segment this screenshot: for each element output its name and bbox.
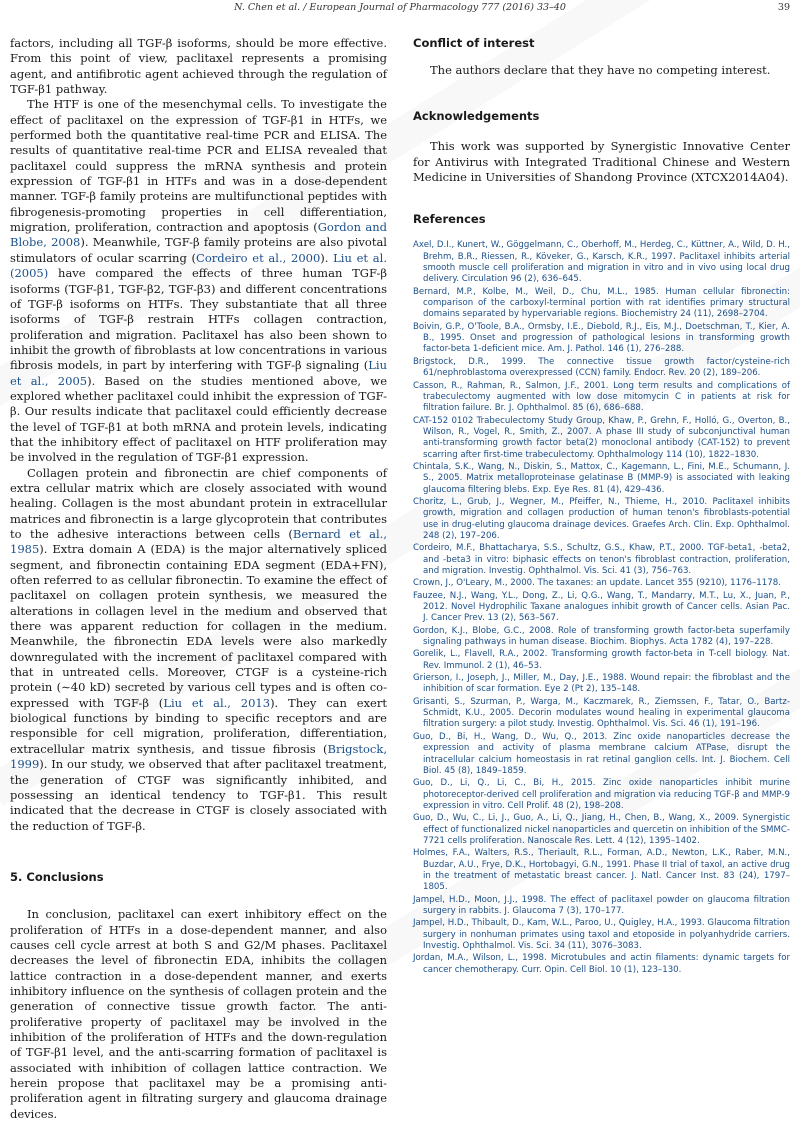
citation-link[interactable]: Liu et al., 2005 xyxy=(10,358,387,388)
text-run: ). They can exert biological functions by binding to specific receptors and are responsible for cell migration, proliferation, differentiation, extracellular matrix synthesis, and tissue fibrosis ( xyxy=(10,695,387,756)
text-run: ). Based on the studies mentioned above, we explored whether paclitaxel could inhibit the expression of TGF-β. Our results indicate that paclitaxel could efficiently decrease the level of TGF-β1 at both mRNA and protein levels, indicating that the inhibitory effect of paclitaxel on HTF proliferation may be involved in the regulation of TGF-β1 expression. xyxy=(10,373,388,465)
reference-item[interactable]: Fauzee, N.J., Wang, Y.L., Dong, Z., Li, Q.G., Wang, T., Mandarry, M.T., Lu, X., Juan, P., 2012. Novel Hydrophilic Taxane analogues inhibit growth of Cancer cells. Asian Pac. J. Cancer Prev. 13 (2), 563–567. xyxy=(413,590,790,624)
reference-item[interactable]: Gorelik, L., Flavell, R.A., 2002. Transforming growth factor-beta in T-cell biology. Nat. Rev. Immunol. 2 (1), 46–53. xyxy=(413,649,790,671)
reference-item[interactable]: Brigstock, D.R., 1999. The connective tissue growth factor/cysteine-rich 61/nephroblastoma overexpressed (CCN) family. Endocr. Rev. 20 (2), 189–206. xyxy=(413,356,790,379)
paragraph-conclusions: In conclusion, paclitaxel can exert inhibitory effect on the proliferation of HTFs in a dose-dependent manner, and also causes cell cycle arrest at both S and G2/M phases. Paclitaxel decreases the level of fibronectin EDA, inhibits the collagen lattice contraction in a dose-dependent manner, and exerts inhibitory influence on the synthesis of collagen protein and the generation of connective tissue growth factor. The anti-proliferative property of paclitaxel may be involved in the inhibition of the proliferation of HTFs and the down-regulation of TGF-β1 level, and the anti-scarring formation of paclitaxel is associated with inhibition of collagen lattice contraction. We herein propose that paclitaxel may be a promising anti-proliferation agent in filtrating surgery and glaucoma drainage devices. xyxy=(10,907,387,1121)
left-column xyxy=(10,36,387,1122)
citation-link[interactable]: Liu et al. (2005) xyxy=(10,250,387,281)
reference-item[interactable]: Guo, D., Bi, H., Wang, D., Wu, Q., 2013. Zinc oxide nanoparticles decrease the expression and activity of plasma membrane calcium ATPase, disrupt the intracellular calcium homeostasis in rat retinal ganglion cells. Int. J. Biochem. Cell Biol. 45 (8), 1849–1859. xyxy=(413,731,790,776)
right-column xyxy=(413,36,790,977)
reference-item[interactable]: Cordeiro, M.F., Bhattacharya, S.S., Schultz, G.S., Khaw, P.T., 2000. TGF-beta1, -beta2, and -beta3 in vitro: biphasic effects on tenon's fibroblast contraction, proliferation, and migration. Investig. Ophthalmol. Vis. Sci. 41 (3), 756–763. xyxy=(413,543,790,576)
reference-item[interactable]: Jampel, H.D., Thibault, D., Kam, W.L., Paroo, U., Quigley, H.A., 1993. Glaucoma filtration surgery in nonhuman primates using taxol and etoposide in polyanhydride carriers. Investig. Ophthalmol. Vis. Sci. 34 (11), 3076–3083. xyxy=(413,918,790,951)
reference-item[interactable]: Gordon, K.J., Blobe, G.C., 2008. Role of transforming growth factor-beta superfamily signaling pathways in human disease. Biochim. Biophys. Acta 1782 (4), 197–228. xyxy=(413,625,790,648)
paragraph-3 xyxy=(10,466,387,834)
reference-item[interactable]: Axel, D.I., Kunert, W., Göggelmann, C., Oberhoff, M., Herdeg, C., Küttner, A., Wild, D. H., Brehm, B.R., Riessen, R., Köveker, G., Karsch, K.R., 1997. Paclitaxel inhibits arterial smooth muscle cell proliferation and migration in vitro and in vivo using local drug delivery. Circulation 96 (2), 636–645. xyxy=(413,240,790,285)
reference-item[interactable]: CAT-152 0102 Trabeculectomy Study Group, Khaw, P., Grehn, F., Holló, G., Overton, B., Wilson, R., Vogel, R., Smith, Z., 2007. A phase III study of subconjunctival human anti-transforming growth factor beta(2) monoclonal antibody (CAT-152) to prevent scarring after first-time trabeculectomy. Ophthalmology 114 (10), 1822–1830. xyxy=(413,415,790,460)
reference-item[interactable]: Jampel, H.D., Moon, J.J., 1998. The effect of paclitaxel powder on glaucoma filtration surgery in rabbits. J. Glaucoma 7 (3), 170–177. xyxy=(413,894,790,916)
paragraph-2 xyxy=(10,97,387,465)
reference-item[interactable]: Jordan, M.A., Wilson, L., 1998. Microtubules and actin filaments: dynamic targets for cancer chemotherapy. Curr. Opin. Cell Biol. 10 (1), 123–130. xyxy=(413,953,790,975)
citation-link[interactable]: Gordon and Blobe, 2008 xyxy=(10,220,387,250)
text-run: ). xyxy=(320,250,334,265)
paragraph-1: factors, including all TGF-β isoforms, should be more effective. From this point of view, paclitaxel represents a promising agent, and antifibrotic agent achieved through the regulation of TGF-β1 pathway. xyxy=(10,36,387,97)
acknowledgements-heading: Acknowledgements xyxy=(413,109,540,124)
reference-item[interactable]: Crown, J., O'Leary, M., 2000. The taxanes: an update. Lancet 355 (9210), 1176–1178. xyxy=(413,578,781,589)
text-run: ). Meanwhile, TGF-β family proteins are also pivotal stimulators of ocular scarring ( xyxy=(10,235,387,265)
reference-item[interactable]: Grisanti, S., Szurman, P., Warga, M., Kaczmarek, R., Ziemssen, F., Tatar, O., Bartz-Schmidt, K.U., 2005. Decorin modulates wound healing in experimental glaucoma filtration surgery: a pilot study. Investig. Ophthalmol. Vis. Sci. 46 (1), 191–196. xyxy=(413,696,790,730)
reference-item[interactable]: Guo, D., Li, Q., Li, C., Bi, H., 2015. Zinc oxide nanoparticles inhibit murine photoreceptor-derived cell proliferation and migration via reducing TGF-β and MMP-9 expression in vitro. Cell Prolif. 48 (2), 198–208. xyxy=(413,778,790,811)
acknowledgements-text: This work was supported by Synergistic Innovative Center for Antivirus with Integrated Traditional Chinese and Western Medicine in Universities of Shandong Province (XTCX2014A04). xyxy=(413,139,790,185)
reference-item[interactable]: Choritz, L., Grub, J., Wegner, M., Pfeiffer, N., Thieme, H., 2010. Paclitaxel inhibits growth, migration and collagen production of human tenon's fibroblasts-potential use in drug-eluting glaucoma drainage devices. Graefes Arch. Clin. Exp. Ophthalmol. 248 (2), 197–206. xyxy=(413,496,790,541)
reference-item[interactable]: Guo, D., Wu, C., Li, J., Guo, A., Li, Q., Jiang, H., Chen, B., Wang, X., 2009. Synergistic effect of functionalized nickel nanoparticles and quercetin on inhibition of the SMMC-7721 cells proliferation. Nanoscale Res. Lett. 4 (12), 1395–1402. xyxy=(413,813,790,846)
text-run: The HTF is one of the mesenchymal cells. To investigate the effect of paclitaxel on the expression of TGF-β1 in HTFs, we performed both the quantitative real-time PCR and ELISA. The results of quantitative real-time PCR and ELISA revealed that paclitaxel could suppress the mRNA synthesis and protein expression of TGF-β1 in HTFs and was in a dose-dependent manner. TGF-β family proteins are multifunctional peptides with fibrogenesis-promoting properties in cell differentiation, migration, proliferation, contraction and apoptosis ( xyxy=(10,97,387,235)
conflict-heading: Conflict of interest xyxy=(413,36,535,50)
text-run: ). Extra domain A (EDA) is the major alternatively spliced segment, and fibronectin containing EDA segment (EDA+FN), often referred to as cellular fibronectin. To examine the effect of paclitaxel on collagen protein synthesis, we measured the alterations in collagen level in the medium and observed that there was apparent reduction for collagen in the medium. Meanwhile, the fibronectin EDA levels were also markedly downregulated with the increment of paclitaxel compared with that in untreated cells. Moreover, CTGF is a cysteine-rich protein (∼40 kD) secreted by various cell types and is often co-expressed with TGF-β ( xyxy=(10,542,387,710)
reference-item[interactable]: Casson, R., Rahman, R., Salmon, J.F., 2001. Long term results and complications of trabeculectomy augmented with low dose mitomycin C in patients at risk for filtration failure. Br. J. Ophthalmol. 85 (6), 686–688. xyxy=(413,380,790,414)
citation-link[interactable]: Cordeiro et al., 2000 xyxy=(196,250,321,265)
reference-item[interactable]: Chintala, S.K., Wang, N., Diskin, S., Mattox, C., Kagemann, L., Fini, M.E., Schumann, J. S., 2005. Matrix metalloproteinase gelatinase B (MMP-9) is associated with leaking glaucoma filtering blebs. Exp. Eye Res. 81 (4), 429–436. xyxy=(413,461,790,495)
reference-item[interactable]: Bernard, M.P., Kolbe, M., Weil, D., Chu, M.L., 1985. Human cellular fibronectin: comparison of the carboxyl-terminal portion with rat identifies primary structural domains separated by hypervariable regions. Biochemistry 24 (11), 2698–2704. xyxy=(413,286,790,320)
conflict-text: The authors declare that they have no competing interest. xyxy=(430,63,771,77)
references-heading: References xyxy=(413,212,486,227)
citation-link[interactable]: Brigstock, 1999 xyxy=(10,741,387,772)
reference-item[interactable]: Holmes, F.A., Walters, R.S., Theriault, R.L., Forman, A.D., Newton, L.K., Raber, M.N., Buzdar, A.U., Frye, D.K., Hortobagyi, G.N., 1991. Phase II trial of taxol, an active drug in the treatment of metastatic breast cancer. J. Natl. Cancer Inst. 83 (24), 1797–1805. xyxy=(413,848,790,893)
running-title: N. Chen et al. / European Journal of Pharmacology 777 (2016) 33–40 xyxy=(234,2,566,13)
text-run: have compared the effects of three human TGF-β isoforms (TGF-β1, TGF-β2, TGF-β3) and different concentrations of TGF-β isoforms on HTFs. They substantiate that all three isoforms of TGF-β restrain HTFs collagen contraction, proliferation and migration. Paclitaxel has also been shown to inhibit the growth of fibroblasts at low concentrations in various fibrosis models, in part by interfering with TGF-β signaling ( xyxy=(10,266,387,373)
text-run: Collagen protein and fibronectin are chief components of extra cellular matrix which are closely associated with wound healing. Collagen is the most abundant protein in extracellular matrices and fibronectin is a large glycoprotein that contributes to the adhesive interactions between cells ( xyxy=(10,465,387,541)
section-heading-conclusions: 5. Conclusions xyxy=(10,869,104,884)
page-number: 39 xyxy=(777,2,790,13)
running-header xyxy=(0,2,800,18)
reference-list xyxy=(413,240,790,976)
text-run: ). In our study, we observed that after paclitaxel treatment, the generation of CTGF was significantly inhibited, and possessing an identical tendency to TGF-β1. This result indicated that the decrease in CTGF is closely associated with the reduction of TGF-β. xyxy=(10,757,387,833)
citation-link[interactable]: Bernard et al., 1985 xyxy=(10,527,387,557)
reference-item[interactable]: Boivin, G.P., O'Toole, B.A., Ormsby, I.E., Diebold, R.J., Eis, M.J., Doetschman, T., Kier, A. B., 1995. Onset and progression of pathological lesions in transforming growth factor-beta 1-deficient mice. Am. J. Pathol. 146 (1), 276–288. xyxy=(413,321,790,355)
reference-item[interactable]: Grierson, I., Joseph, J., Miller, M., Day, J.E., 1988. Wound repair: the fibroblast and the inhibition of scar formation. Eye 2 (Pt 2), 135–148. xyxy=(413,673,790,695)
citation-link[interactable]: Liu et al., 2013 xyxy=(163,695,271,710)
